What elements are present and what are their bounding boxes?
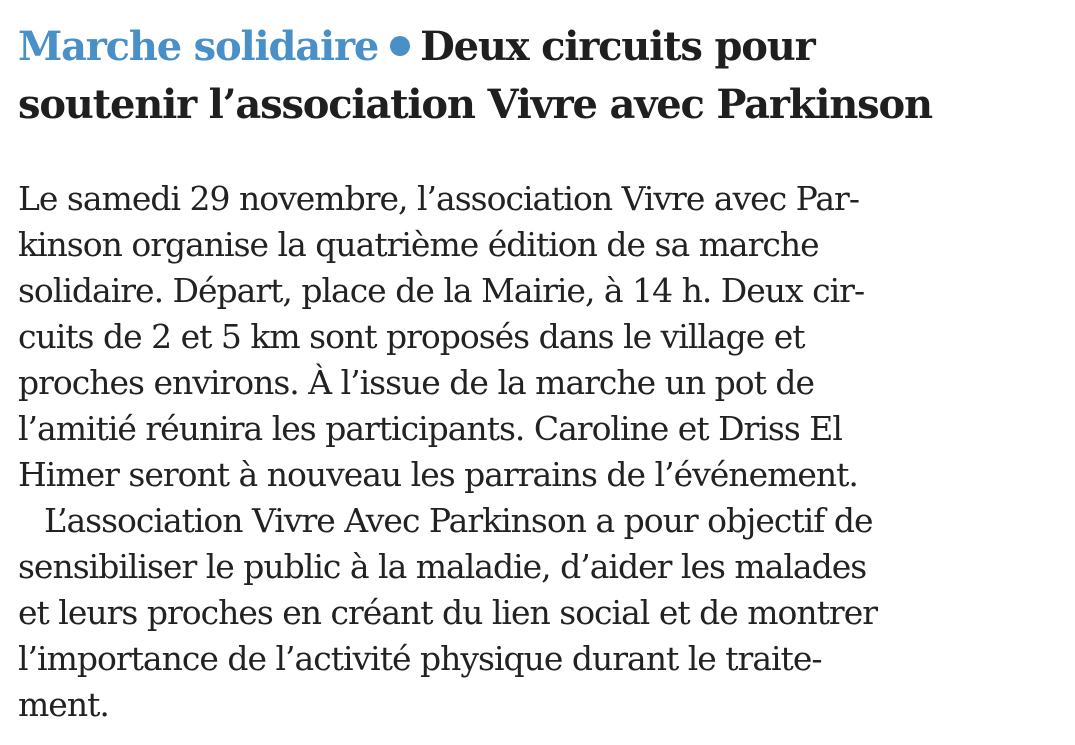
bullet-dot-icon (390, 36, 410, 56)
body-line: ment. (18, 685, 109, 724)
kicker: Marche solidaire (18, 23, 379, 70)
body-line: proches environs. À l’issue de la marche un pot de (18, 363, 815, 402)
body-line: sensibiliser le public à la maladie, d’aider les malades (18, 547, 867, 586)
body-line: L’association Vivre Avec Parkinson a pour objectif de (44, 501, 873, 540)
headline (18, 18, 1063, 134)
body-line: Himer seront à nouveau les parrains de l’événement. (18, 455, 858, 494)
body-line: cuits de 2 et 5 km sont proposés dans le village et (18, 317, 805, 356)
article (18, 18, 1063, 728)
body-line: kinson organise la quatrième édition de sa marche (18, 225, 819, 264)
body-line: l’amitié réunira les participants. Caroline et Driss El (18, 409, 842, 448)
headline-line-2: soutenir l’association Vivre avec Parkinson (18, 81, 932, 128)
body-line: l’importance de l’activité physique durant le traite- (18, 639, 822, 678)
article-body (18, 176, 1063, 728)
body-line: Le samedi 29 novembre, l’association Vivre avec Par- (18, 179, 859, 218)
body-line: solidaire. Départ, place de la Mairie, à 14 h. Deux cir- (18, 271, 865, 310)
headline-line-1: Deux circuits pour (420, 23, 815, 70)
body-line: et leurs proches en créant du lien social et de montrer (18, 593, 877, 632)
